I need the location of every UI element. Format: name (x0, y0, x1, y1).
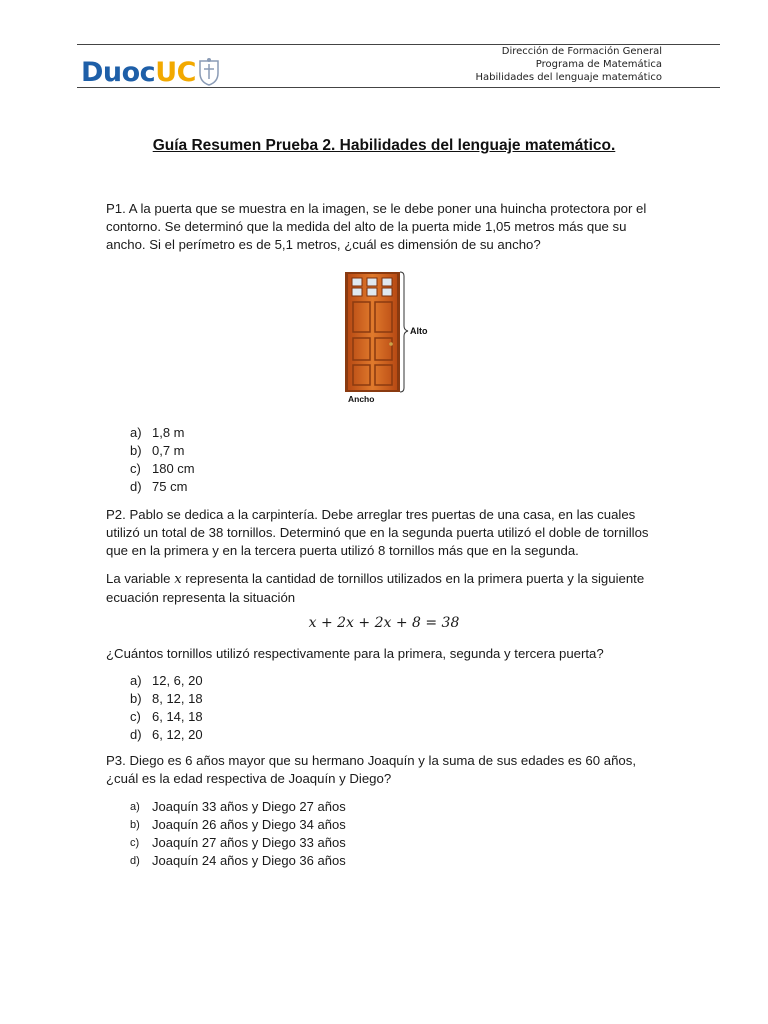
p2-equation: x + 2x + 2x + 8 = 38 (308, 615, 460, 631)
header-line-programa: Programa de Matemática (535, 59, 662, 70)
question-p2-question: ¿Cuántos tornillos utilizó respectivamente para la primera, segunda y tercera puerta? (106, 646, 604, 661)
logo-wordmark: DuocUC (81, 56, 196, 88)
door-figure (340, 266, 440, 406)
p1-option-c: c) 180 cm (130, 461, 195, 476)
p2-option-c: c) 6, 14, 18 (130, 709, 203, 724)
duocuc-logo (81, 52, 220, 92)
p1-option-a: a) 1,8 m (130, 425, 185, 440)
p1-option-b: b) 0,7 m (130, 443, 185, 458)
ancho-label: Ancho (348, 394, 375, 404)
university-seal-icon (198, 57, 220, 87)
alto-label: Alto (410, 326, 428, 336)
p3-option-a: a) Joaquín 33 años y Diego 27 años (130, 799, 346, 814)
document-title: Guía Resumen Prueba 2. Habilidades del lenguaje matemático. (152, 137, 616, 154)
p3-option-c: c) Joaquín 27 años y Diego 33 años (130, 835, 346, 850)
question-p2-text: P2. Pablo se dedica a la carpintería. Debe arreglar tres puertas de una casa, en las cuales utilizó un total de 38 tornillos. Determinó que en la segunda puerta utilizó el doble de tornillos que en la primera y en la tercera puerta utilizó 8 tornillos más que en la segunda. (106, 507, 649, 558)
header-line-direccion: Dirección de Formación General (501, 46, 662, 57)
header-program-info (476, 45, 662, 84)
p3-option-b: b) Joaquín 26 años y Diego 34 años (130, 817, 346, 832)
p3-option-d: d) Joaquín 24 años y Diego 36 años (130, 853, 346, 868)
p3-options (130, 798, 346, 870)
question-p3-text: P3. Diego es 6 años mayor que su hermano Joaquín y la suma de sus edades es 60 años, ¿cuál es la edad respectiva de Joaquín y Diego? (106, 753, 637, 786)
header-bottom-rule (77, 87, 720, 88)
p2-option-a: a) 12, 6, 20 (130, 673, 203, 688)
question-p1-text: P1. A la puerta que se muestra en la imagen, se le debe poner una huincha protectora por el contorno. Se determinó que la medida del alto de la puerta mide 1,05 metros más que su ancho. Si el perímetro es de 5,1 metros, ¿cuál es dimensión de su ancho? (106, 201, 647, 252)
p2-option-b: b) 8, 12, 18 (130, 691, 203, 706)
p1-option-d: d) 75 cm (130, 479, 188, 494)
header-line-habilidades: Habilidades del lenguaje matemático (475, 72, 662, 83)
p2-options (130, 672, 203, 744)
p1-options (130, 424, 195, 496)
question-p2-variable-text: La variable x representa la cantidad de tornillos utilizados en la primera puerta y la siguiente ecuación representa la situación (106, 571, 645, 605)
p2-option-d: d) 6, 12, 20 (130, 727, 203, 742)
